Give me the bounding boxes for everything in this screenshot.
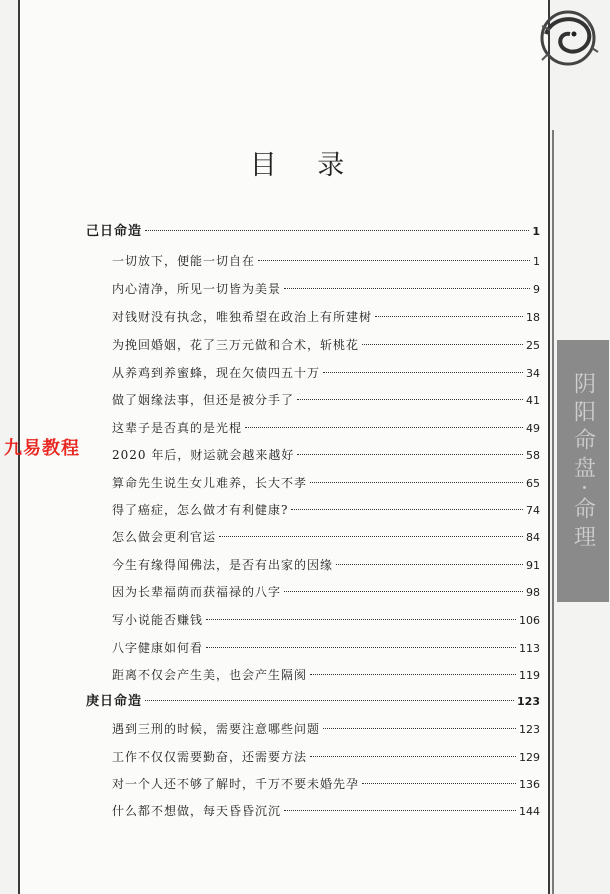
toc-page-number: 144 <box>519 805 540 818</box>
toc-chapter-label: 己日命造 <box>86 224 143 239</box>
toc-entry-label: 今生有缘得闻佛法，是否有出家的因缘 <box>112 558 334 572</box>
toc-leader-dots <box>284 810 516 811</box>
toc-entry-label: 这辈子是否真的是光棍 <box>112 421 243 435</box>
toc-page-number: 119 <box>519 669 540 682</box>
toc-leader-dots <box>336 564 523 565</box>
toc-leader-dots <box>284 288 530 289</box>
toc-entry-label: 一切放下，便能一切自在 <box>112 254 256 268</box>
toc-leader-dots <box>362 344 523 345</box>
toc-page-number: 113 <box>519 642 540 655</box>
toc-page-number: 18 <box>526 311 540 324</box>
toc-page-number: 91 <box>526 559 540 572</box>
toc-entry-label: 写小说能否赚钱 <box>112 613 204 627</box>
toc-page-number: 84 <box>526 531 540 544</box>
toc-leader-dots <box>284 591 523 592</box>
toc-entry-label: 工作不仅仅需要勤奋，还需要方法 <box>112 750 308 764</box>
toc-entry-row[interactable] <box>112 720 540 738</box>
toc-entry-row[interactable] <box>112 336 540 354</box>
toc-leader-dots <box>323 372 523 373</box>
toc-entry-label: 算命先生说生女儿难养，长大不孝 <box>112 476 308 490</box>
toc-entry-label: 2020 年后，财运就会越来越好 <box>112 448 295 462</box>
toc-page-number: 74 <box>526 504 540 517</box>
toc-page-number: 1 <box>532 225 540 238</box>
toc-entry-row[interactable] <box>112 364 540 382</box>
toc-entry-row[interactable] <box>112 611 540 629</box>
toc-leader-dots <box>310 674 516 675</box>
toc-chapter-row[interactable] <box>86 693 540 711</box>
toc-entry-row[interactable] <box>112 666 540 684</box>
toc-leader-dots <box>310 482 523 483</box>
toc-page-number: 98 <box>526 586 540 599</box>
toc-leader-dots <box>245 427 523 428</box>
toc-entry-label: 怎么做会更利官运 <box>112 530 217 544</box>
toc-page-number: 123 <box>517 695 540 708</box>
toc-chapter-label: 庚日命造 <box>86 694 143 709</box>
toc-page-number: 49 <box>526 422 540 435</box>
toc-entry-label: 遇到三刑的时候，需要注意哪些问题 <box>112 722 321 736</box>
toc-entry-row[interactable] <box>112 280 540 298</box>
toc-entry-label: 对一个人还不够了解时，千万不要未婚先孕 <box>112 777 360 791</box>
toc-page-number: 34 <box>526 367 540 380</box>
toc-entry-row[interactable] <box>112 474 540 492</box>
toc-entry-row[interactable] <box>112 391 540 409</box>
toc-entry-row[interactable] <box>112 556 540 574</box>
toc-entry-row[interactable] <box>112 775 540 793</box>
toc-entry-label: 什么都不想做，每天昏昏沉沉 <box>112 804 282 818</box>
toc-page-number: 41 <box>526 394 540 407</box>
toc-page-number: 25 <box>526 339 540 352</box>
toc-entry-label: 做了姻缘法事，但还是被分手了 <box>112 393 295 407</box>
toc-leader-dots <box>297 399 523 400</box>
toc-leader-dots <box>297 454 523 455</box>
toc-leader-dots <box>206 619 516 620</box>
toc-page-number: 65 <box>526 477 540 490</box>
toc-leader-dots <box>291 509 523 510</box>
toc-page-number: 123 <box>519 723 540 736</box>
toc-entry-label: 对钱财没有执念，唯独希望在政治上有所建树 <box>112 310 373 324</box>
toc-leader-dots <box>310 756 516 757</box>
toc-entry-label: 八字健康如何看 <box>112 641 204 655</box>
toc-entry-label: 内心清净，所见一切皆为美景 <box>112 282 282 296</box>
toc-leader-dots <box>375 316 523 317</box>
toc-page-number: 58 <box>526 449 540 462</box>
toc-entry-row[interactable] <box>112 308 540 326</box>
toc-page-number: 129 <box>519 751 540 764</box>
toc-chapter-row[interactable] <box>86 223 540 241</box>
toc-entry-row[interactable] <box>112 446 540 464</box>
toc-page-number: 106 <box>519 614 540 627</box>
toc-leader-dots <box>145 230 529 231</box>
toc-leader-dots <box>323 728 516 729</box>
toc-entry-label: 从养鸡到养蜜蜂，现在欠债四五十万 <box>112 366 321 380</box>
toc-leader-dots <box>258 260 530 261</box>
side-tab-text: 阴阳命盘·命理 <box>570 372 596 553</box>
toc-leader-dots <box>362 783 516 784</box>
toc-entry-label: 得了癌症，怎么做才有利健康? <box>112 503 289 517</box>
toc-entry-row[interactable] <box>112 528 540 546</box>
toc-entry-row[interactable] <box>112 802 540 820</box>
watermark: 九易教程 <box>4 438 80 459</box>
toc-leader-dots <box>219 536 523 537</box>
toc-entry-row[interactable] <box>112 583 540 601</box>
toc-entry-row[interactable] <box>112 639 540 657</box>
page-title: 目 录 <box>249 150 361 181</box>
toc-page-number: 136 <box>519 778 540 791</box>
toc-entry-row[interactable] <box>112 252 540 270</box>
toc-page-number: 1 <box>533 255 540 268</box>
toc-entry-row[interactable] <box>112 419 540 437</box>
toc-entry-row[interactable] <box>112 748 540 766</box>
toc-entry-label: 为挽回婚姻，花了三万元做和合术，斩桃花 <box>112 338 360 352</box>
toc-page-number: 9 <box>533 283 540 296</box>
toc-leader-dots <box>206 647 516 648</box>
toc-entry-row[interactable] <box>112 501 540 519</box>
toc-entry-label: 距离不仅会产生美，也会产生隔阂 <box>112 668 308 682</box>
toc-leader-dots <box>145 700 514 701</box>
toc-entry-label: 因为长辈福荫而获福禄的八字 <box>112 585 282 599</box>
